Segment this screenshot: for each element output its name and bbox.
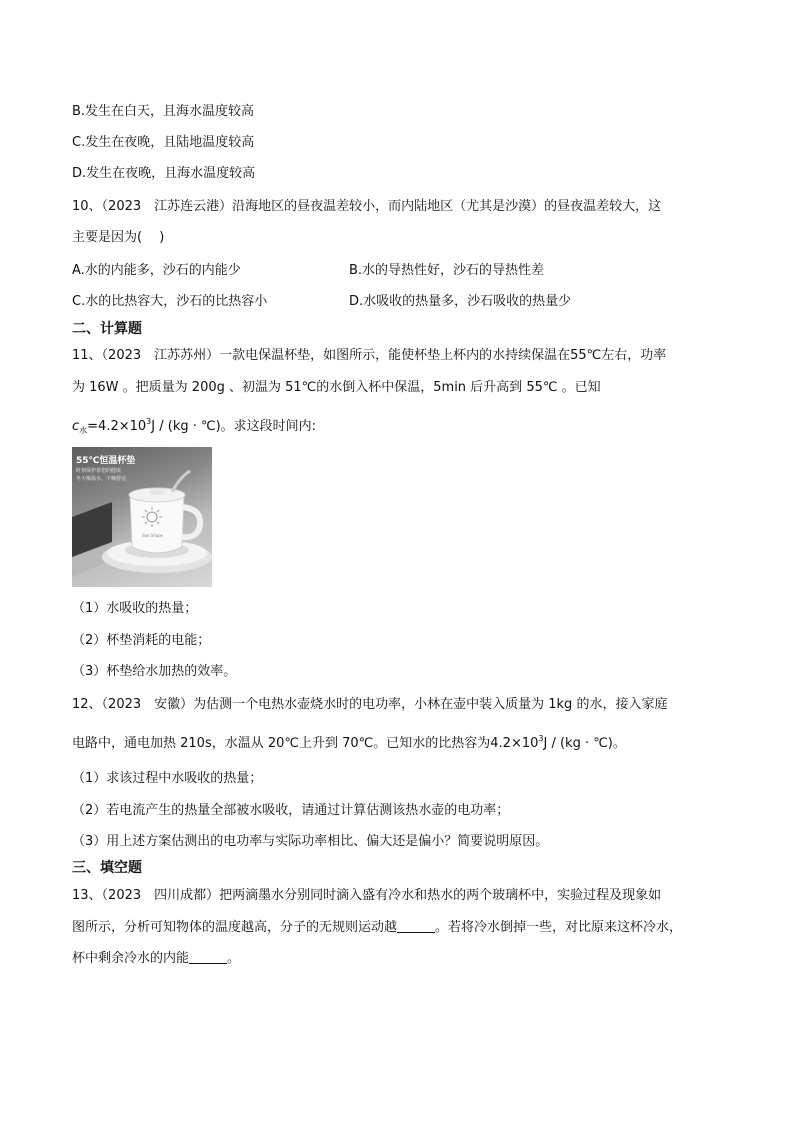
cup-text: Sun Shape xyxy=(142,534,163,539)
photo-subtitle-2: 冬天喝温水，干燥舒适 xyxy=(76,476,127,482)
q13-stem-line2-tail: 。若将冷水倒掉一些，对比原来这杯冷水， xyxy=(435,920,683,935)
option-d: D.发生在夜晚，且海水温度较高 xyxy=(72,166,256,181)
q10-option-a: A.水的内能多，沙石的内能少 xyxy=(72,263,241,278)
photo-subtitle-1: 时刻保护着您的健康 xyxy=(76,468,122,474)
q12-part1: （1）求该过程中水吸收的热量； xyxy=(72,771,263,786)
q12-stem-line1: 12、（2023 安徽）为估测一个电热水壶烧水时的电功率，小林在壶中装入质量为 1kg 的水，接入家庭 xyxy=(72,697,668,712)
q12-specific-heat-unit: J / (kg · ℃) xyxy=(543,736,613,751)
q13-stem-line1: 13、（2023 四川成都）把两滴墨水分别同时滴入盛有冷水和热水的两个玻璃杯中，实验过程及现象如 xyxy=(72,888,662,903)
section-fill-blank-heading: 三、填空题 xyxy=(72,860,142,876)
q12-specific-heat-value: 4.2×10 xyxy=(490,736,539,751)
q13-stem-line3 xyxy=(72,950,240,968)
q11-stem-line3 xyxy=(72,413,316,440)
option-b: B.发生在白天，且海水温度较高 xyxy=(72,104,255,119)
q10-stem-line2: 主要是因为( ) xyxy=(72,230,165,245)
q10-option-d: D.水吸收的热量多，沙石吸收的热量少 xyxy=(349,294,572,309)
q11-stem-line2: 为 16W 。把质量为 200g 、初温为 51℃的水倒入杯中保温，5min 后升高到 55℃ 。已知 xyxy=(72,380,601,395)
q13-stem-line2 xyxy=(72,919,682,937)
specific-heat-symbol: c xyxy=(72,419,80,434)
q13-stem-line3-tail: 。 xyxy=(227,951,241,966)
q10-option-b: B.水的导热性好，沙石的导热性差 xyxy=(349,263,545,278)
specific-heat-unit: J / (kg · ℃) xyxy=(151,419,221,434)
answer-blank-2[interactable] xyxy=(189,950,227,964)
q11-stem-tail: 。求这段时间内: xyxy=(220,419,317,434)
photo-title: 55℃恒温杯垫 xyxy=(76,456,136,466)
q11-stem-line1: 11、（2023 江苏苏州）一款电保温杯垫，如图所示，能使杯垫上杯内的水持续保温在55℃左右，功率 xyxy=(72,348,667,363)
specific-heat-subscript: 水 xyxy=(79,426,88,435)
q10-stem-line1: 10、（2023 江苏连云港）沿海地区的昼夜温差较小，而内陆地区（尤其是沙漠）的昼夜温差较大，这 xyxy=(72,199,662,214)
q12-stem-line2 xyxy=(72,730,626,753)
q12-stem-line2-tail: 。 xyxy=(612,736,626,751)
q12-part2: （2）若电流产生的热量全部被水吸收，请通过计算估测该热水壶的电功率； xyxy=(72,803,510,818)
q10-option-c: C.水的比热容大，沙石的比热容小 xyxy=(72,294,268,309)
option-c: C.发生在夜晚，且陆地温度较高 xyxy=(72,135,255,150)
specific-heat-value: =4.2×10 xyxy=(87,419,147,434)
q11-part3: （3）杯垫给水加热的效率。 xyxy=(72,664,237,679)
q12-stem-line2-head: 电路中，通电加热 210s，水温从 20℃上升到 70℃。已知水的比热容为 xyxy=(72,736,491,751)
q12-part3: （3）用上述方案估测出的电功率与实际功率相比、偏大还是偏小？简要说明原因。 xyxy=(72,834,549,849)
cup-warmer-photo xyxy=(72,447,212,587)
specific-heat-exponent: 3 xyxy=(146,417,152,426)
q13-stem-line2-head: 图所示，分析可知物体的温度越高，分子的无规则运动越 xyxy=(72,920,398,935)
q13-stem-line3-head: 杯中剩余冷水的内能 xyxy=(72,951,190,966)
section-calculation-heading: 二、计算题 xyxy=(72,321,142,337)
q12-specific-heat-exponent: 3 xyxy=(538,734,544,743)
q11-part1: （1）水吸收的热量； xyxy=(72,601,198,616)
q11-part2: （2）杯垫消耗的电能； xyxy=(72,633,211,648)
answer-blank-1[interactable] xyxy=(397,919,435,933)
